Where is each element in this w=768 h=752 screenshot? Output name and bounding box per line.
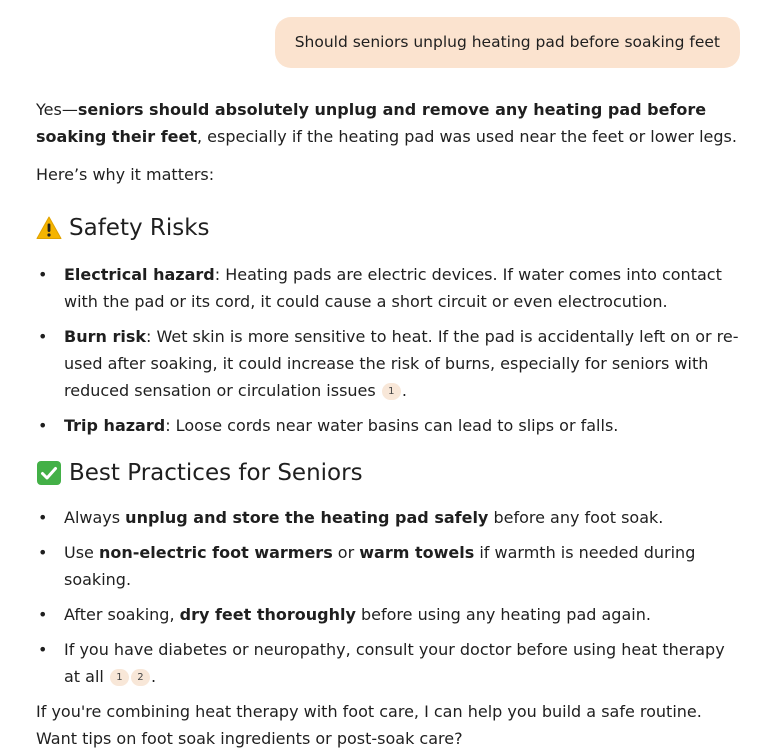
safety-risks-list <box>36 261 744 439</box>
list-item <box>36 636 744 690</box>
list-item <box>36 261 744 315</box>
citation-badge[interactable]: 1 <box>382 383 401 400</box>
safety-risks-heading <box>36 212 744 244</box>
item-text: After soaking, <box>64 605 180 624</box>
item-text: If you have diabetes or neuropathy, consult your doctor before using heat therapy at all <box>64 640 725 686</box>
list-item <box>36 601 744 628</box>
item-bold: dry feet thoroughly <box>179 605 356 624</box>
intro-lead: Yes— <box>36 100 78 119</box>
item-text: before using any heating pad again. <box>355 605 651 624</box>
intro-bold: seniors should absolutely unplug and remove any heating pad before soaking their feet <box>36 100 707 146</box>
item-end: . <box>150 667 157 686</box>
citation-badge[interactable]: 1 <box>110 669 129 686</box>
bullet: • <box>38 640 48 659</box>
citation-badge[interactable]: 2 <box>131 669 150 686</box>
bullet: • <box>38 416 48 435</box>
item-bold: Trip hazard <box>64 416 166 435</box>
bullet: • <box>38 265 48 284</box>
check-mark-icon <box>36 460 62 486</box>
warning-icon <box>36 215 62 241</box>
item-text: : Wet skin is more sensitive to heat. If the pad is accidentally left on or re-used after soaking, it could increase the risk of burns, especially for seniors with reduced sensation or circulation issues <box>64 327 739 400</box>
bullet: • <box>38 327 48 346</box>
item-bold: Electrical hazard <box>64 265 215 284</box>
item-text: before any foot soak. <box>488 508 664 527</box>
list-item <box>36 539 744 593</box>
item-text: : Heating pads are electric devices. If water comes into contact with the pad or its cord, it could cause a short circuit or even electrocution. <box>64 265 722 311</box>
best-practices-list <box>36 504 744 690</box>
item-bold: non-electric foot warmers <box>98 543 333 562</box>
user-message-bubble: Should seniors unplug heating pad before soaking feet <box>275 17 740 68</box>
item-text: or <box>332 543 360 562</box>
best-practices-heading <box>36 457 744 489</box>
item-end: . <box>401 381 407 400</box>
item-text: if warmth is needed during soaking. <box>64 543 696 589</box>
closing-paragraph: If you're combining heat therapy with foot care, I can help you build a safe routine. Want tips on foot soak ingredients or post-soak care? <box>36 702 702 748</box>
item-text: Use <box>64 543 99 562</box>
intro-paragraph <box>36 96 744 150</box>
bullet: • <box>38 543 48 562</box>
intro-rest: , especially if the heating pad was used near the feet or lower legs. <box>197 127 737 146</box>
item-bold: Burn risk <box>64 327 146 346</box>
item-text: Always <box>64 508 126 527</box>
best-heading-text: Best Practices for Seniors <box>69 460 363 486</box>
bullet: • <box>38 605 48 624</box>
item-bold: unplug and store the heating pad safely <box>125 508 489 527</box>
list-item <box>36 504 744 531</box>
list-item <box>36 323 744 404</box>
list-item <box>36 412 744 439</box>
safety-heading-text: Safety Risks <box>69 215 210 241</box>
item-bold: warm towels <box>359 543 475 562</box>
why-paragraph: Here’s why it matters: <box>36 165 215 184</box>
item-text: : Loose cords near water basins can lead to slips or falls. <box>165 416 619 435</box>
bullet: • <box>38 508 48 527</box>
assistant-reply <box>36 96 744 752</box>
